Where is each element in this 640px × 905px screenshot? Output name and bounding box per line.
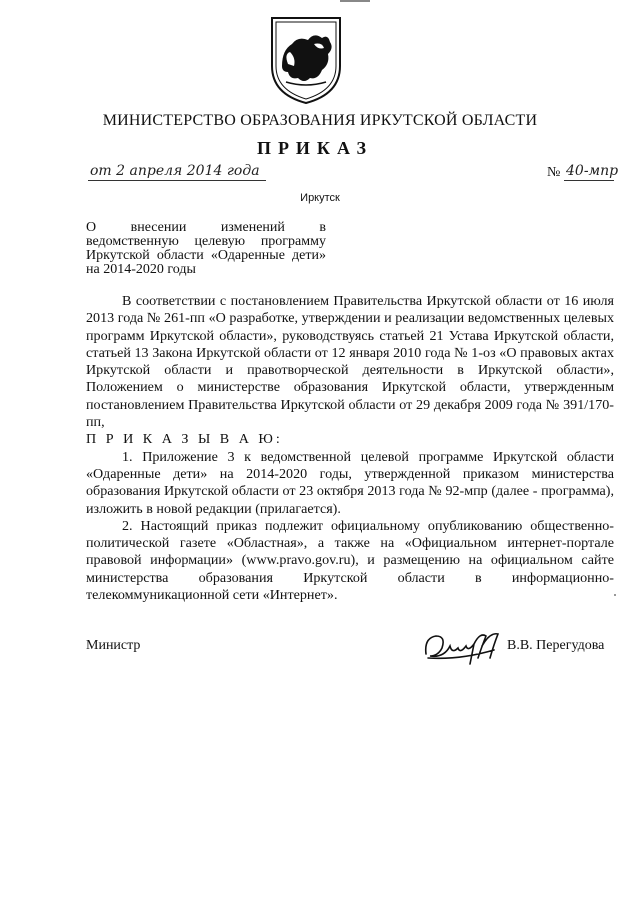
top-scan-mark: [340, 0, 370, 2]
preamble-paragraph: В соответствии с постановлением Правительства Иркутской области от 16 июля 2013 года № 261-пп «О разработке, утверждении и реализации ведомственных целевых программ Иркутской области», руководствуясь статьей 21 Устава Иркутской области, статьей 13 Закона Иркутской области от 12 января 2010 года № 1-оз «О правовых актах Иркутской области и правотворческой деятельности в Иркутской области», Положением о министерстве образования Иркутской области, утвержденным постановлением Правительства Иркутской области от 29 декабря 2009 года № 391/170-пп,: [86, 293, 614, 431]
order-subject: О внесении изменений в ведомственную целевую программу Иркутской области «Одаренные дети» на 2014-2020 годы: [86, 220, 326, 277]
order-item-2: 2. Настоящий приказ подлежит официальному опубликованию общественно-политической газете «Областная», а также на «Официальном интернет-портале правовой информации» (www.pravo.gov.ru), и размещению на официальном сайте министерства образования Иркутской области в информационно-телекоммуникационной сети «Интернет».: [86, 517, 614, 604]
order-body: [86, 293, 614, 604]
signatory-name: В.В. Перегудова: [507, 638, 605, 653]
city-name: Иркутск: [300, 192, 340, 204]
ministry-name: МИНИСТЕРСТВО ОБРАЗОВАНИЯ ИРКУТСКОЙ ОБЛАСТИ: [102, 112, 538, 129]
number-underline: [564, 180, 614, 181]
signature-image: [420, 624, 504, 668]
document-type-title: ПРИКАЗ: [256, 138, 374, 158]
decree-heading: П Р И К А З Ы В А Ю:: [86, 431, 283, 448]
order-date-handwritten: от 2 апреля 2014 года: [90, 163, 260, 179]
coat-of-arms-icon: [268, 14, 344, 106]
order-item-1: 1. Приложение 3 к ведомственной целевой программе Иркутской области «Одаренные дети» на 2014-2020 годы, утвержденной приказом министерства образования Иркутской области от 23 октября 2013 года № 92-мпр (далее - программа), изложить в новой редакции (прилагается).: [86, 448, 614, 517]
date-underline: [88, 180, 266, 181]
signatory-title: Министр: [86, 638, 141, 653]
scan-dot: [612, 592, 618, 598]
order-number-handwritten: 40-мпр: [566, 163, 619, 179]
order-number-label: №: [547, 165, 561, 180]
